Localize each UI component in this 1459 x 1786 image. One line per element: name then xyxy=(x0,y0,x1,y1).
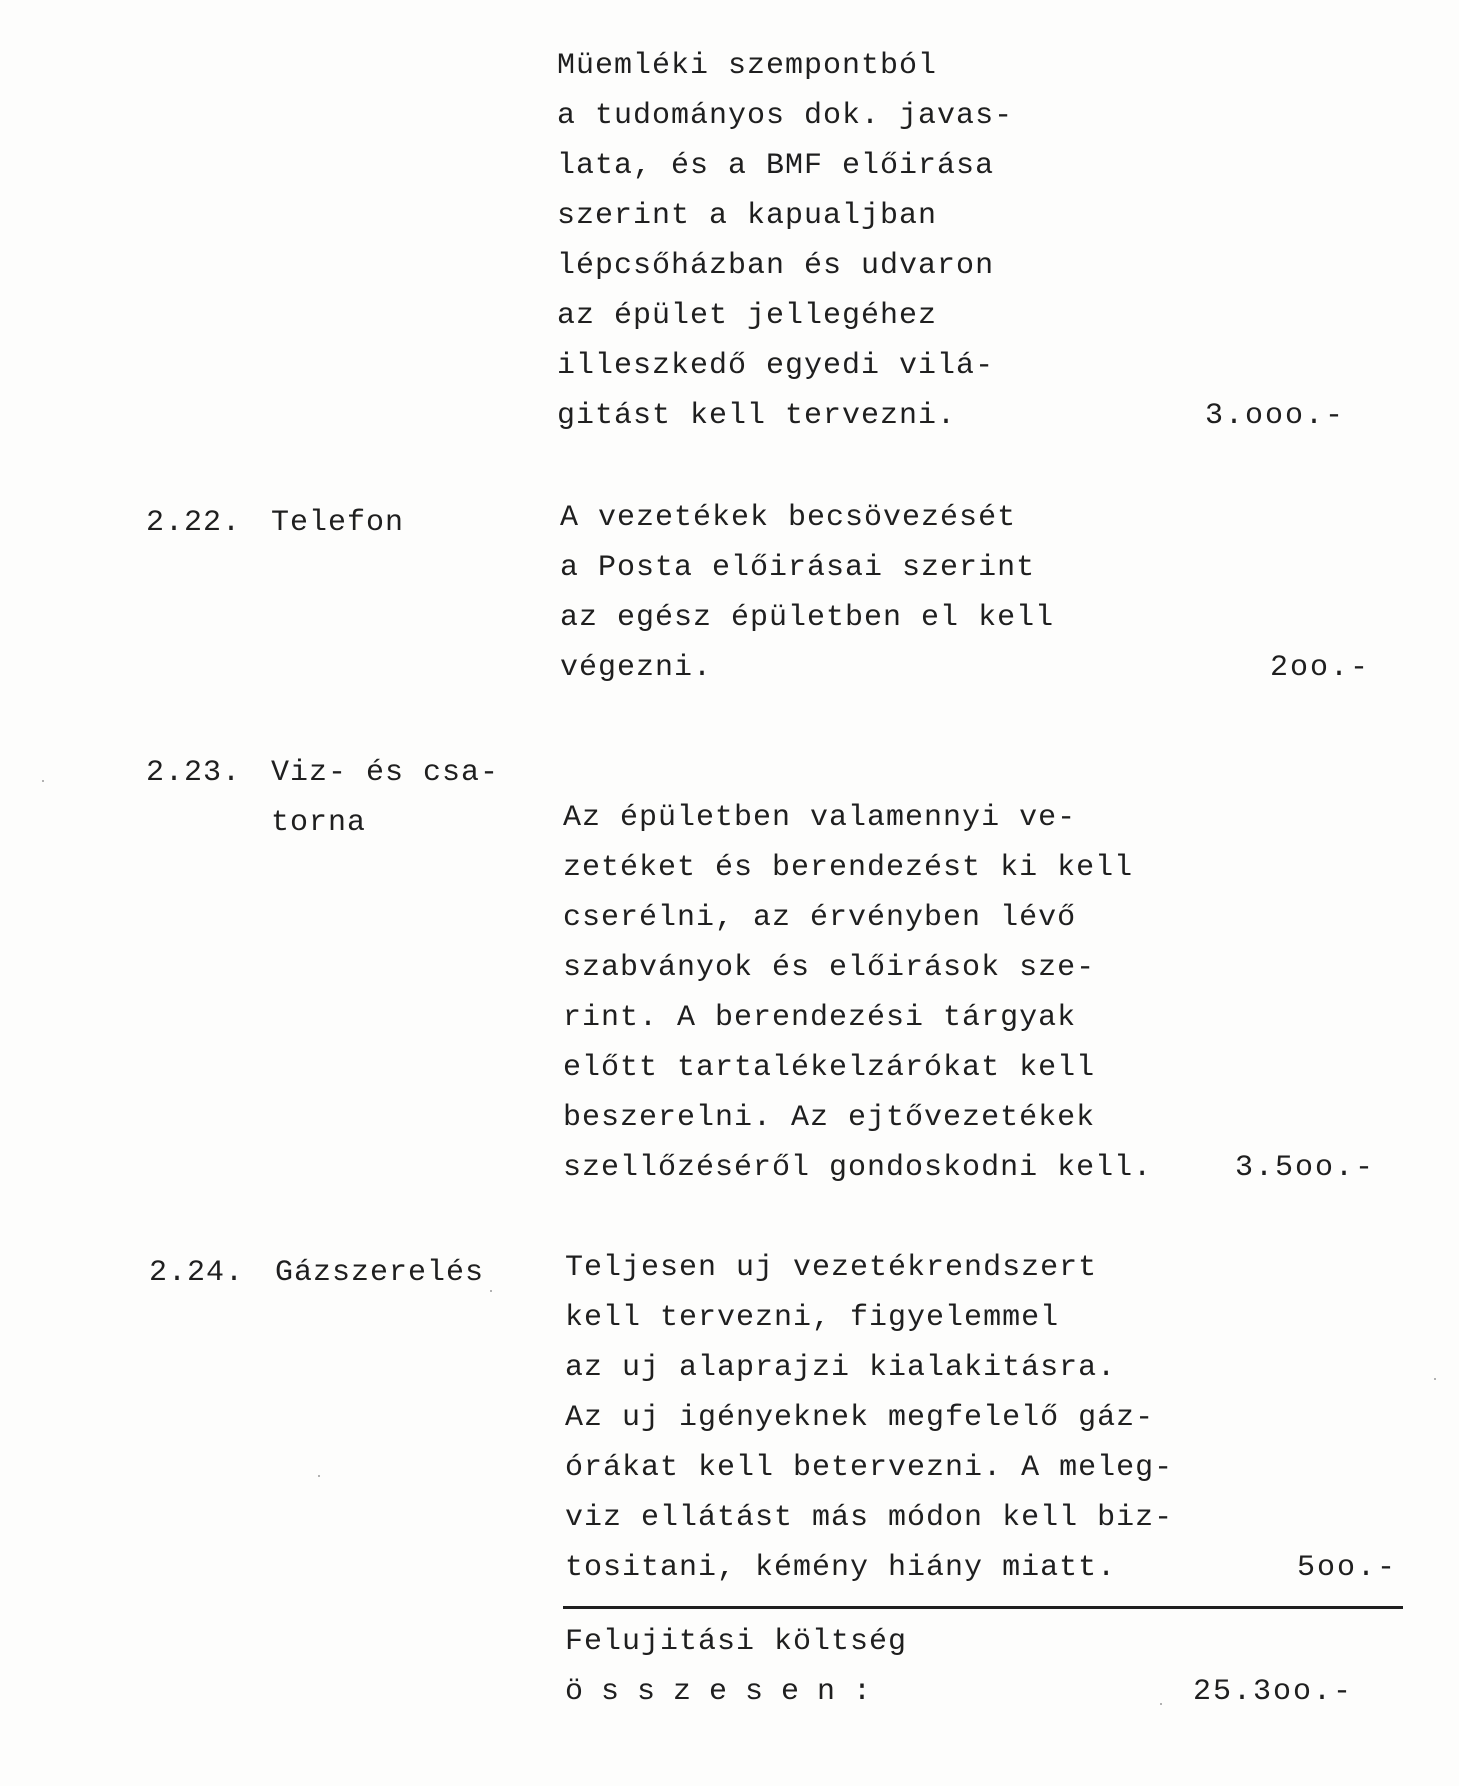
intro-line: az épület jellegéhez xyxy=(557,299,938,333)
item-title-continued: torna xyxy=(271,806,367,840)
item-line: az uj alaprajzi kialakitásra. xyxy=(565,1351,1117,1385)
item-line: cserélni, az érvényben lévő xyxy=(563,901,1077,935)
item-line: kell tervezni, figyelemmel xyxy=(565,1301,1060,1335)
item-line: előtt tartalékelzárókat kell xyxy=(563,1051,1096,1085)
scan-speck xyxy=(318,1475,320,1477)
item-line: végezni. xyxy=(560,651,713,685)
intro-amount: 3.ooo.- xyxy=(1205,399,1346,433)
intro-line: lépcsőházban és udvaron xyxy=(557,249,995,283)
item-number: 2.23. xyxy=(146,756,242,790)
item-line: szellőzéséről gondoskodni kell. xyxy=(563,1151,1153,1185)
scan-speck xyxy=(42,780,44,782)
item-line: Az épületben valamennyi ve- xyxy=(563,801,1077,835)
intro-line: szerint a kapualjban xyxy=(557,199,938,233)
item-amount: 5oo.- xyxy=(1297,1551,1398,1585)
total-label-line2: összesen: xyxy=(565,1675,890,1709)
total-amount: 25.3oo.- xyxy=(1193,1675,1354,1709)
item-line: zetéket és berendezést ki kell xyxy=(563,851,1134,885)
item-amount: 2oo.- xyxy=(1270,651,1371,685)
scan-speck xyxy=(490,1290,492,1292)
intro-line: Müemléki szempontból xyxy=(557,49,938,83)
item-title: Viz- és csa- xyxy=(271,756,500,790)
item-line: tositani, kémény hiány miatt. xyxy=(565,1551,1117,1585)
item-line: rint. A berendezési tárgyak xyxy=(563,1001,1077,1035)
item-line: az egész épületben el kell xyxy=(560,601,1055,635)
intro-line: lata, és a BMF előirása xyxy=(557,149,995,183)
item-line: beszerelni. Az ejtővezetékek xyxy=(563,1101,1096,1135)
scan-speck xyxy=(1160,1703,1162,1705)
item-line: szabványok és előirások sze- xyxy=(563,951,1096,985)
item-title: Gázszerelés xyxy=(275,1256,485,1290)
item-line: A vezetékek becsövezését xyxy=(560,501,1017,535)
item-line: Az uj igényeknek megfelelő gáz- xyxy=(565,1401,1155,1435)
scan-speck xyxy=(1434,1378,1436,1380)
total-rule xyxy=(563,1606,1403,1609)
total-label-line1: Felujitási költség xyxy=(565,1625,908,1659)
intro-line: illeszkedő egyedi vilá- xyxy=(557,349,995,383)
intro-line: a tudományos dok. javas- xyxy=(557,99,1014,133)
item-amount: 3.5oo.- xyxy=(1235,1151,1376,1185)
item-number: 2.24. xyxy=(149,1256,245,1290)
intro-line: gitást kell tervezni. xyxy=(557,399,957,433)
item-number: 2.22. xyxy=(146,506,242,540)
item-line: a Posta előirásai szerint xyxy=(560,551,1036,585)
item-title: Telefon xyxy=(271,506,405,540)
item-line: órákat kell betervezni. A meleg- xyxy=(565,1451,1174,1485)
item-line: Teljesen uj vezetékrendszert xyxy=(565,1251,1098,1285)
item-line: viz ellátást más módon kell biz- xyxy=(565,1501,1174,1535)
